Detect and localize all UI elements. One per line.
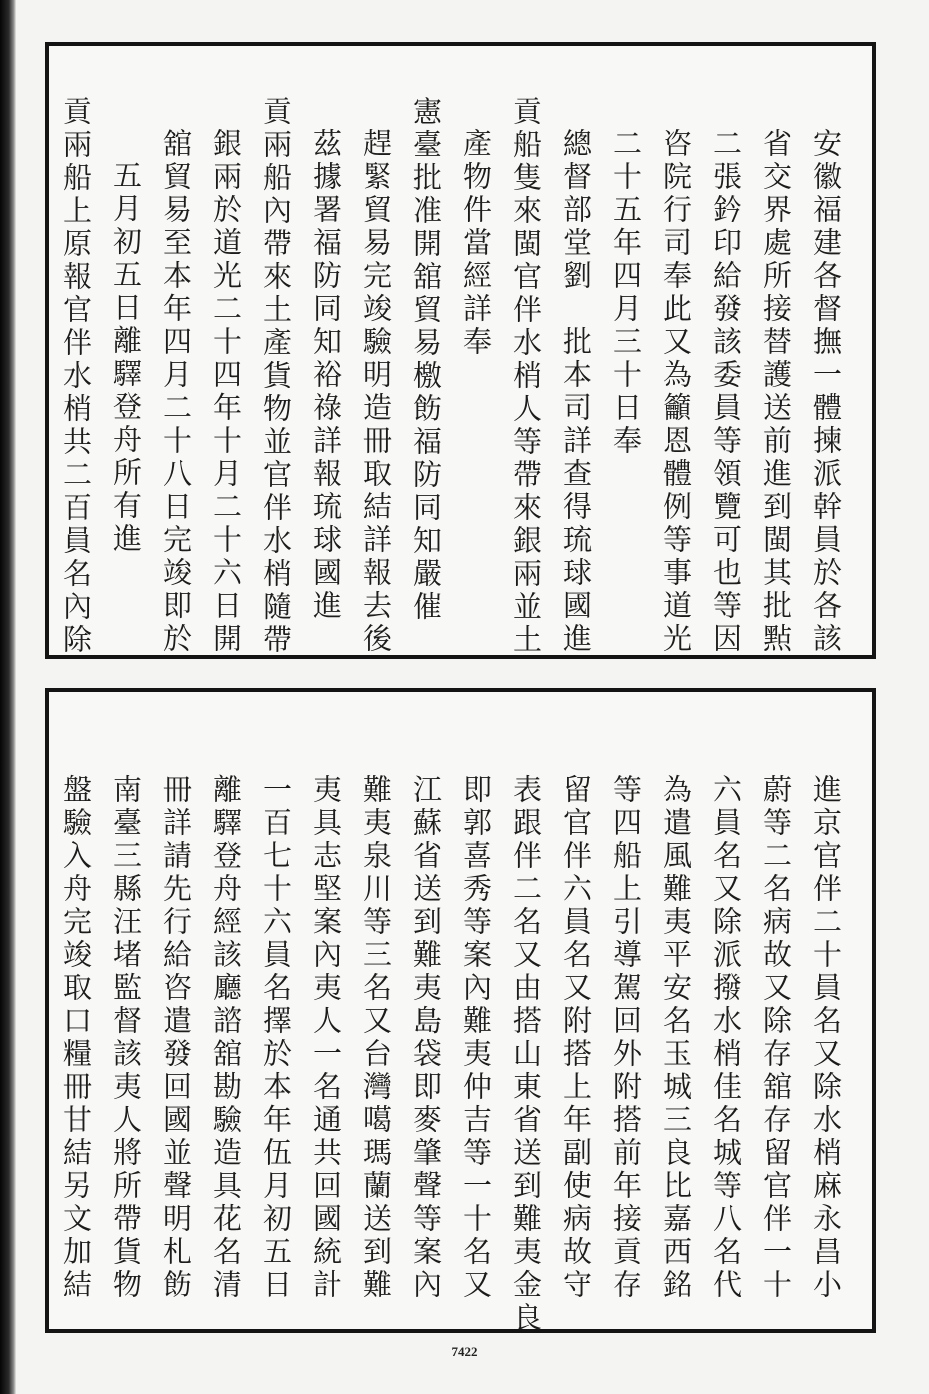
text-column: 離驛登舟經該廳諮舘勘驗造具花名清 bbox=[209, 774, 243, 1302]
text-column: 進京官伴二十員名又除水梢麻永昌小 bbox=[809, 774, 843, 1302]
text-column: 貢兩船上原報官伴水梢共二百員名內除 bbox=[59, 96, 93, 657]
text-column: 憲臺批准開舘貿易檄飭福防同知嚴催 bbox=[409, 96, 443, 624]
text-column: 為遣風難夷平安名玉城三良比嘉西銘 bbox=[659, 774, 693, 1302]
text-column: 留官伴六員名又附搭上年副使病故守 bbox=[559, 774, 593, 1302]
text-column: 安徽福建各督撫一體揀派幹員於各該 bbox=[809, 128, 843, 656]
book-spine-shadow bbox=[0, 0, 16, 1394]
text-column: 盤驗入舟完竣取口糧冊甘結另文加結 bbox=[59, 774, 93, 1302]
page-number: 7422 bbox=[451, 1344, 478, 1359]
text-column: 難夷泉川等三名又台灣噶瑪蘭送到難 bbox=[359, 774, 393, 1302]
text-column: 夷具志堅案內夷人一名通共回國統計 bbox=[309, 774, 343, 1302]
text-column: 蔚等二名病故又除存舘存留官伴一十 bbox=[759, 774, 793, 1302]
text-column: 即郭喜秀等案內難夷仲吉等一十名又 bbox=[459, 774, 493, 1302]
text-column: 省交界處所接替護送前進到閩其批㸃 bbox=[759, 128, 793, 656]
text-column: 冊詳請先行給咨遣發回國並聲明札飭 bbox=[159, 774, 193, 1302]
text-column: 南臺三縣汪堵監督該夷人將所帶貨物 bbox=[109, 774, 143, 1302]
text-column: 一百七十六員名擇於本年伍月初五日 bbox=[259, 774, 293, 1302]
document-panel-bottom bbox=[45, 688, 876, 1333]
text-column: 舘貿易至本年四月二十八日完竣即於 bbox=[159, 128, 193, 656]
text-column: 趕緊貿易完竣驗明造冊取結詳報去後 bbox=[359, 128, 393, 656]
text-column: 咨院行司奉此又為籲恩體例等事道光 bbox=[659, 128, 693, 656]
text-column: 等四船上引導駕回外附搭前年接貢存 bbox=[609, 774, 643, 1302]
text-column: 貢船隻來閩官伴水梢人等帶來銀兩並土 bbox=[509, 96, 543, 657]
text-column: 表跟伴二名又由搭山東省送到難夷金良 bbox=[509, 774, 543, 1335]
text-column: 貢兩船內帶來土產貨物並官伴水梢隨帶 bbox=[259, 96, 293, 657]
text-column: 銀兩於道光二十四年十月二十六日開 bbox=[209, 128, 243, 656]
text-column: 江蘇省送到難夷島袋即麥肇聲等案內 bbox=[409, 774, 443, 1302]
document-panel-top bbox=[45, 42, 876, 659]
text-column: 產物件當經詳奉 bbox=[459, 128, 493, 359]
text-column: 二張鈐印給發該委員等領覽可也等因 bbox=[709, 128, 743, 656]
text-column: 總督部堂劉 批本司詳查得琉球國進 bbox=[559, 128, 593, 656]
text-column: 六員名又除派撥水梢佳名城等八名代 bbox=[709, 774, 743, 1302]
text-column: 五月初五日離驛登舟所有進 bbox=[109, 160, 143, 556]
text-column: 茲據署福防同知裕祿詳報琉球國進 bbox=[309, 128, 343, 623]
text-column: 二十五年四月三十日奉 bbox=[609, 128, 643, 458]
